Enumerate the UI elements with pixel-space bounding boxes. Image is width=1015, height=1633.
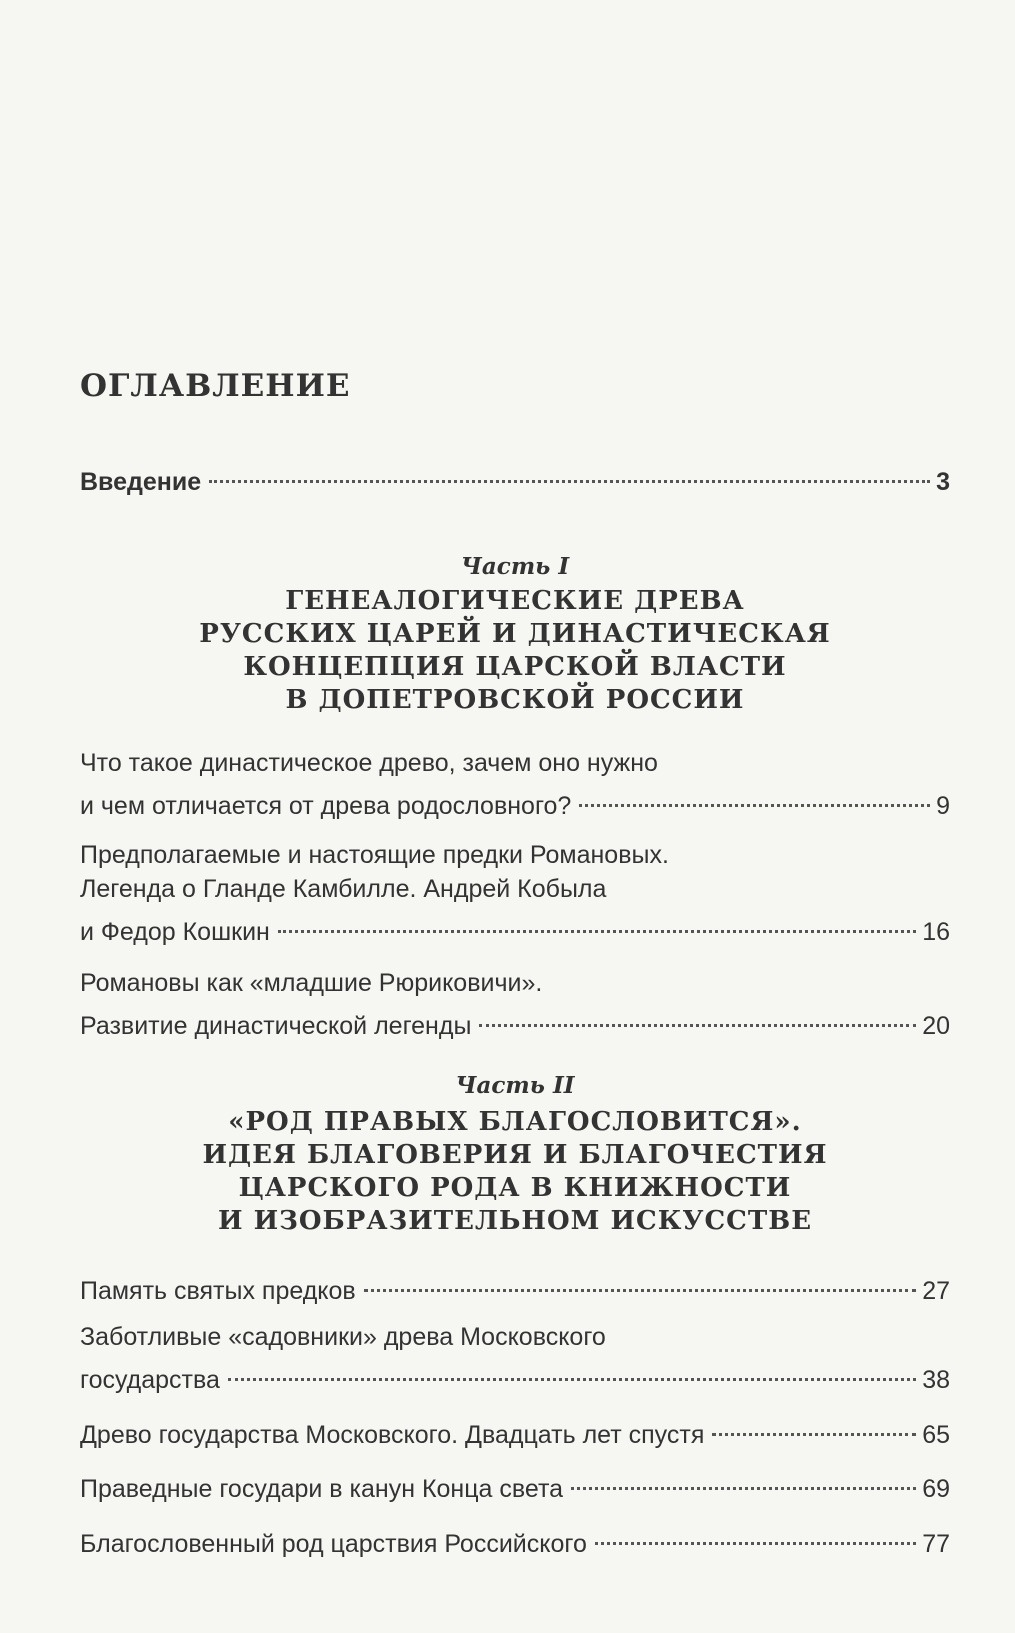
page-number: 69	[922, 1475, 950, 1503]
part-2-title-line: ЦАРСКОГО РОДА В КНИЖНОСТИ	[238, 1173, 792, 1203]
dot-leader	[364, 1265, 916, 1299]
entry-title-line: Древо государства Московского. Двадцать лет спустя	[80, 1421, 705, 1449]
toc-entry-intro[interactable]	[80, 456, 950, 499]
entry-title-line: Благословенный род царствия Российского	[80, 1530, 587, 1558]
page-number: 27	[922, 1277, 950, 1305]
part-2-title-line: ИДЕЯ БЛАГОВЕРИЯ И БЛАГОЧЕСТИЯ	[202, 1140, 828, 1170]
book-page	[80, 0, 950, 1633]
toc-entry[interactable]	[80, 1265, 950, 1308]
entry-title-line: и чем отличается от древа родословного?	[80, 792, 572, 820]
toc-entry[interactable]	[80, 1463, 950, 1506]
toc-entry[interactable]	[80, 746, 950, 823]
toc-entry[interactable]	[80, 838, 950, 949]
page-number: 77	[922, 1530, 950, 1558]
toc-entry[interactable]	[80, 1320, 950, 1397]
dot-leader	[278, 906, 916, 940]
part-1-title-line: ГЕНЕАЛОГИЧЕСКИЕ ДРЕВА	[285, 586, 745, 616]
dot-leader	[579, 780, 930, 814]
dot-leader	[595, 1518, 916, 1552]
dot-leader	[228, 1354, 916, 1388]
entry-title-line: Предполагаемые и настоящие предки Романовых.	[80, 841, 669, 869]
part-1-title	[80, 585, 950, 717]
toc-heading: ОГЛАВЛЕНИЕ	[80, 368, 351, 404]
toc-entry[interactable]	[80, 966, 950, 1043]
dot-leader	[571, 1463, 916, 1497]
part-2-title-line: И ИЗОБРАЗИТЕЛЬНОМ ИСКУССТВЕ	[217, 1206, 813, 1236]
part-1-label: Часть I	[460, 553, 570, 580]
dot-leader	[712, 1409, 916, 1443]
entry-title-line: Память святых предков	[80, 1277, 356, 1305]
entry-title-line: Что такое династическое древо, зачем оно нужно	[80, 749, 658, 777]
entry-title-line: Заботливые «садовники» древа Московского	[80, 1323, 606, 1351]
page-number: 20	[922, 1012, 950, 1040]
entry-title-line: и Федор Кошкин	[80, 918, 270, 946]
entry-title-line: государства	[80, 1366, 220, 1394]
dot-leader	[209, 456, 930, 490]
page-number: 16	[922, 918, 950, 946]
part-1-title-line: В ДОПЕТРОВСКОЙ РОССИИ	[285, 685, 745, 715]
page-number: 65	[922, 1421, 950, 1449]
entry-title-line: Легенда о Гланде Камбилле. Андрей Кобыла	[80, 875, 607, 903]
part-2-label: Часть II	[455, 1072, 575, 1099]
entry-title-line: Праведные государи в канун Конца света	[80, 1475, 564, 1503]
part-1-title-line: РУССКИХ ЦАРЕЙ И ДИНАСТИЧЕСКАЯ	[199, 619, 831, 649]
entry-title-line: Развитие династической легенды	[80, 1012, 472, 1040]
toc-entry[interactable]	[80, 1518, 950, 1561]
entry-title-line: Романовы как «младшие Рюриковичи».	[80, 969, 543, 997]
page-number: 9	[936, 792, 950, 820]
toc-entry[interactable]	[80, 1409, 950, 1452]
page-number: 38	[922, 1366, 950, 1394]
part-2-title-line: «РОД ПРАВЫХ БЛАГОСЛОВИТСЯ».	[228, 1107, 802, 1137]
dot-leader	[479, 1000, 916, 1034]
page-number: 3	[936, 468, 950, 496]
entry-title: Введение	[80, 468, 202, 496]
part-1-title-line: КОНЦЕПЦИЯ ЦАРСКОЙ ВЛАСТИ	[243, 652, 787, 682]
part-2-title	[80, 1106, 950, 1238]
